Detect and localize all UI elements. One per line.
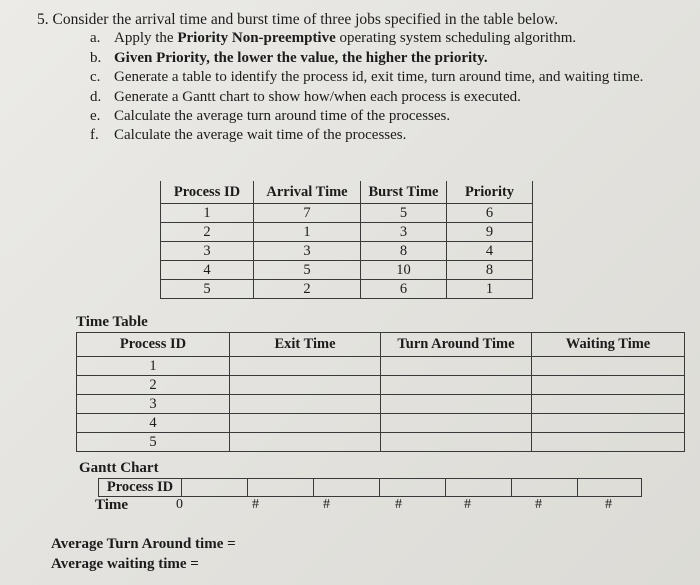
gantt-time-tick: # — [395, 497, 402, 512]
cell-exit-time — [230, 395, 381, 414]
gantt-process-label: Process ID — [99, 479, 182, 497]
cell-turn-around-time — [381, 376, 532, 395]
gantt-time-tick: # — [464, 497, 471, 512]
header-priority: Priority — [447, 181, 533, 204]
jobs-header-row — [161, 181, 533, 204]
table-row — [77, 414, 685, 433]
step-bold-text: Given Priority, the lower the value, the higher the priority. — [114, 50, 488, 66]
table-row — [77, 395, 685, 414]
gantt-process-row — [99, 479, 642, 497]
cell-process-id: 1 — [161, 204, 254, 223]
gantt-chart-label: Gantt Chart — [79, 460, 159, 476]
cell-burst-time: 5 — [361, 204, 447, 223]
cell-arrival-time: 7 — [254, 204, 361, 223]
question-intro: Consider the arrival time and burst time of three jobs specified in the table below. — [52, 11, 559, 28]
question-title — [37, 11, 558, 29]
cell-turn-around-time — [381, 357, 532, 376]
cell-exit-time — [230, 357, 381, 376]
time-table-label: Time Table — [76, 314, 148, 330]
cell-arrival-time: 2 — [254, 280, 361, 299]
cell-burst-time: 6 — [361, 280, 447, 299]
cell-arrival-time: 5 — [254, 261, 361, 280]
header-turn-around-time: Turn Around Time — [381, 333, 532, 357]
cell-process-id: 4 — [161, 261, 254, 280]
step-text: Generate a Gantt chart to show how/when each process is executed. — [114, 89, 521, 105]
gantt-time-tick: # — [323, 497, 330, 512]
step-text: Generate a table to identify the process id, exit time, turn around time, and waiting time. — [114, 69, 644, 85]
step-letter: f. — [90, 127, 99, 143]
gantt-slot — [446, 479, 512, 497]
header-burst-time: Burst Time — [361, 181, 447, 204]
gantt-slot — [182, 479, 248, 497]
step-f — [90, 127, 406, 144]
cell-exit-time — [230, 376, 381, 395]
average-turnaround-label: Average Turn Around time = — [51, 536, 236, 552]
cell-waiting-time — [532, 376, 685, 395]
step-text: Calculate the average turn around time of the processes. — [114, 108, 451, 124]
step-d — [90, 89, 521, 106]
table-row — [161, 261, 533, 280]
table-row — [161, 242, 533, 261]
cell-turn-around-time — [381, 433, 532, 452]
cell-process-id: 5 — [77, 433, 230, 452]
time-header-row — [77, 333, 685, 357]
gantt-time-tick: # — [605, 497, 612, 512]
cell-priority: 4 — [447, 242, 533, 261]
step-b — [90, 50, 488, 67]
step-letter: e. — [90, 108, 101, 124]
table-row — [161, 280, 533, 299]
cell-waiting-time — [532, 414, 685, 433]
gantt-time-tick: 0 — [176, 497, 183, 512]
gantt-time-tick: # — [535, 497, 542, 512]
question-number: 5. — [37, 11, 49, 28]
gantt-slot — [578, 479, 642, 497]
gantt-slot — [248, 479, 314, 497]
cell-burst-time: 8 — [361, 242, 447, 261]
step-letter: c. — [90, 69, 101, 85]
step-c — [90, 69, 643, 86]
step-letter: a. — [90, 30, 101, 46]
header-waiting-time: Waiting Time — [532, 333, 685, 357]
cell-turn-around-time — [381, 414, 532, 433]
time-table — [76, 332, 685, 452]
cell-burst-time: 10 — [361, 261, 447, 280]
header-exit-time: Exit Time — [230, 333, 381, 357]
step-a — [90, 30, 576, 47]
average-waiting-label: Average waiting time = — [51, 556, 199, 572]
header-arrival-time: Arrival Time — [254, 181, 361, 204]
header-process-id: Process ID — [77, 333, 230, 357]
cell-process-id: 5 — [161, 280, 254, 299]
step-text: Apply the — [114, 30, 178, 46]
header-process-id: Process ID — [161, 181, 254, 204]
gantt-time-tick: # — [252, 497, 259, 512]
step-letter: d. — [90, 89, 102, 105]
step-e — [90, 108, 450, 125]
cell-priority: 1 — [447, 280, 533, 299]
cell-process-id: 2 — [77, 376, 230, 395]
cell-waiting-time — [532, 395, 685, 414]
table-row — [161, 204, 533, 223]
gantt-slot — [512, 479, 578, 497]
cell-process-id: 3 — [77, 395, 230, 414]
gantt-slot — [380, 479, 446, 497]
cell-process-id: 3 — [161, 242, 254, 261]
cell-priority: 8 — [447, 261, 533, 280]
cell-burst-time: 3 — [361, 223, 447, 242]
cell-exit-time — [230, 414, 381, 433]
cell-arrival-time: 3 — [254, 242, 361, 261]
cell-arrival-time: 1 — [254, 223, 361, 242]
table-row — [77, 433, 685, 452]
cell-waiting-time — [532, 433, 685, 452]
cell-waiting-time — [532, 357, 685, 376]
gantt-slot — [314, 479, 380, 497]
cell-process-id: 2 — [161, 223, 254, 242]
step-bold-text: Priority Non-preemptive — [177, 30, 336, 46]
cell-turn-around-time — [381, 395, 532, 414]
step-letter: b. — [90, 50, 102, 66]
gantt-chart — [98, 478, 642, 497]
cell-priority: 6 — [447, 204, 533, 223]
step-text-end: operating system scheduling algorithm. — [335, 30, 577, 46]
table-row — [77, 376, 685, 395]
table-row — [161, 223, 533, 242]
cell-process-id: 1 — [77, 357, 230, 376]
table-row — [77, 357, 685, 376]
gantt-time-label: Time — [95, 497, 129, 513]
step-text: Calculate the average wait time of the processes. — [114, 127, 407, 143]
cell-priority: 9 — [447, 223, 533, 242]
jobs-table — [160, 181, 533, 299]
cell-process-id: 4 — [77, 414, 230, 433]
cell-exit-time — [230, 433, 381, 452]
